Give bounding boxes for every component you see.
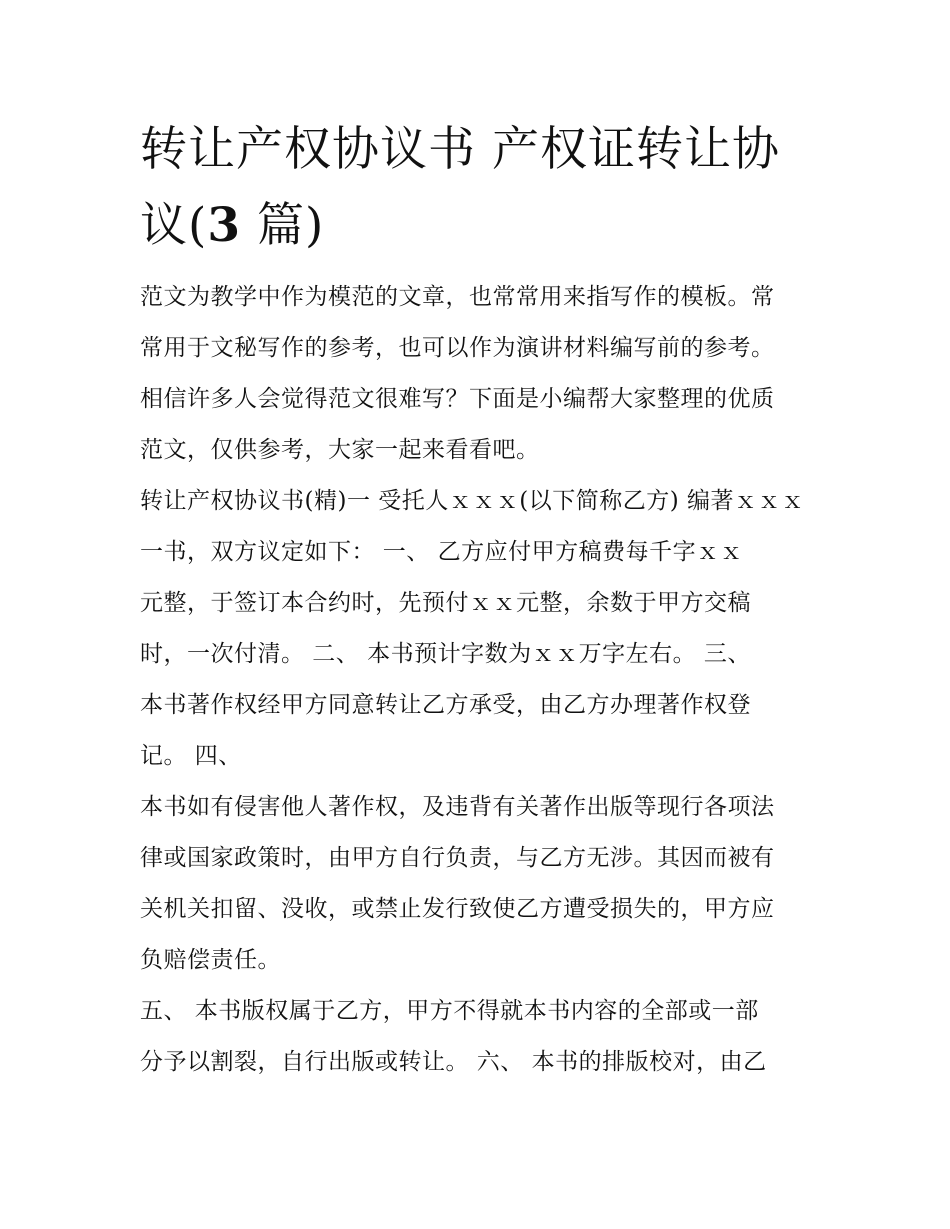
text-line: 五、 本书版权属于乙方，甲方不得就本书内容的全部或一部 — [140, 998, 759, 1024]
agreement-paragraph-1 — [140, 476, 820, 782]
text-line: 常用于文秘写作的参考，也可以作为演讲材料编写前的参考。 — [140, 335, 775, 361]
text-line: 元整，于签订本合约时，先预付ｘｘ元整，余数于甲方交稿 — [140, 590, 751, 616]
text-line: 关机关扣留、没收，或禁止发行致使乙方遭受损失的，甲方应 — [140, 896, 775, 922]
document-page — [140, 112, 820, 1088]
agreement-paragraph-2 — [140, 782, 820, 986]
text-line: 相信许多人会觉得范文很难写？下面是小编帮大家整理的优质 — [140, 386, 775, 412]
text-line: 律或国家政策时，由甲方自行负责，与乙方无涉。其因而被有 — [140, 845, 775, 871]
document-title — [140, 112, 820, 264]
title-number: 3 — [207, 198, 242, 253]
text-line: 转让产权协议书(精)一 受托人ｘｘｘ(以下简称乙方) 编著ｘｘｘ — [140, 488, 805, 514]
text-line: 负赔偿责任。 — [140, 947, 281, 973]
intro-paragraph — [140, 272, 820, 476]
text-line: 记。 四、 — [140, 743, 242, 769]
text-line: 本书如有侵害他人著作权，及违背有关著作出版等现行各项法 — [140, 794, 775, 820]
text-line: 分予以割裂，自行出版或转让。 六、 本书的排版校对，由乙 — [140, 1049, 767, 1075]
title-line-2 — [140, 188, 820, 264]
title-text-b: 篇) — [241, 198, 325, 253]
text-line: 范文，仅供参考，大家一起来看看吧。 — [140, 437, 540, 463]
title-text-a: 议( — [140, 198, 208, 253]
title-line-1: 转让产权协议书 产权证转让协 — [140, 122, 780, 177]
text-line: 一书，双方议定如下： 一、 乙方应付甲方稿费每千字ｘｘ — [140, 539, 744, 565]
agreement-paragraph-3 — [140, 986, 820, 1088]
text-line: 时，一次付清。 二、 本书预计字数为ｘｘ万字左右。 三、 — [140, 641, 751, 667]
text-line: 本书著作权经甲方同意转让乙方承受，由乙方办理著作权登 — [140, 692, 751, 718]
text-line: 范文为教学中作为模范的文章，也常常用来指写作的模板。常 — [140, 284, 775, 310]
